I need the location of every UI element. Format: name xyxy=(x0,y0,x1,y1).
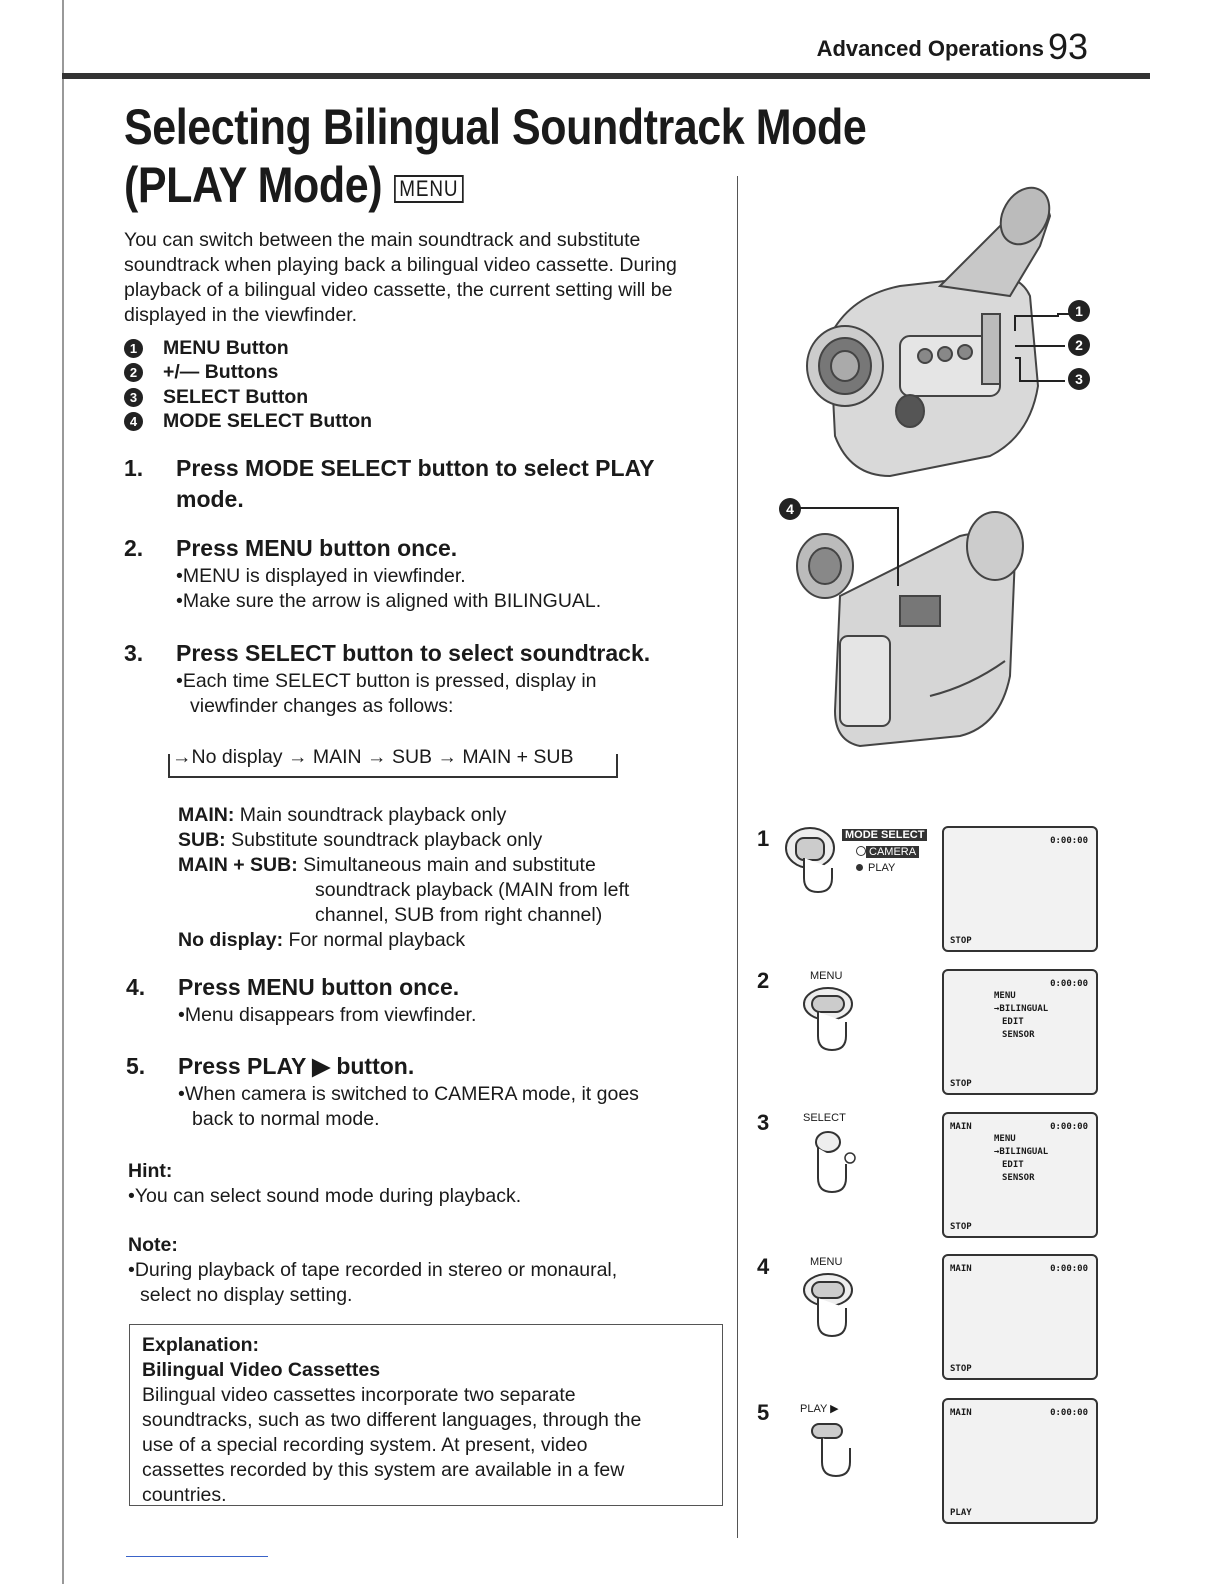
step-2 xyxy=(124,533,601,614)
sound-mode-text: MAIN xyxy=(950,1122,972,1132)
illustration-step-number: 4 xyxy=(757,1254,770,1279)
menu-line: SENSOR xyxy=(1002,1173,1035,1183)
button-label: MENU xyxy=(810,970,843,982)
note-label: Note: xyxy=(128,1234,178,1256)
illustration-step-number: 1 xyxy=(757,826,770,851)
def-text: For normal playback xyxy=(288,929,466,951)
explanation-line: use of a special recording system. At present, video xyxy=(142,1434,588,1456)
menu-line: MENU xyxy=(994,1134,1016,1144)
timecode: 0:00:00 xyxy=(1050,979,1088,989)
section-title: Advanced Operations xyxy=(816,36,1044,61)
def-term: MAIN + SUB: xyxy=(178,854,298,876)
timecode: 0:00:00 xyxy=(1050,1264,1088,1274)
cycle-text: →No display → MAIN → SUB → MAIN + SUB xyxy=(172,746,577,768)
viewfinder-screen-3 xyxy=(942,1112,1098,1238)
def-term: MAIN: xyxy=(178,804,235,826)
part-label: +/— Buttons xyxy=(163,361,279,384)
step-title: Press PLAY ▶ button. xyxy=(178,1053,415,1079)
menu-line: MENU xyxy=(994,991,1016,1001)
explanation-line: soundtracks, such as two different languages, through the xyxy=(142,1409,642,1431)
page-number: 93 xyxy=(1048,26,1089,67)
page-title xyxy=(124,98,866,214)
column-divider xyxy=(737,176,738,1538)
illustration-step-number: 5 xyxy=(757,1400,770,1425)
button-label: MENU xyxy=(810,1256,843,1268)
camcorder-illustration-top xyxy=(790,186,1110,486)
part-item xyxy=(124,361,372,386)
hint-text: •You can select sound mode during playback. xyxy=(128,1185,522,1207)
viewfinder-screen-2 xyxy=(942,969,1098,1095)
sound-mode-text: MAIN xyxy=(950,1408,972,1418)
callout-number-icon: 4 xyxy=(124,412,143,431)
illustration-step-number: 2 xyxy=(757,968,770,993)
note-text: •During playback of tape recorded in stereo or monaural, xyxy=(128,1259,618,1281)
step-title: Press MODE SELECT button to select PLAY xyxy=(176,455,655,481)
part-label: SELECT Button xyxy=(163,385,309,408)
finger-press-icon xyxy=(782,808,842,898)
viewfinder-screen-1 xyxy=(942,826,1098,952)
status-text: STOP xyxy=(950,1079,972,1089)
finger-press-icon xyxy=(798,984,858,1054)
callout-4-icon: 4 xyxy=(779,498,801,520)
explanation-subtitle: Bilingual Video Cassettes xyxy=(142,1359,381,1381)
finger-press-icon xyxy=(806,1418,860,1480)
step-title: Press SELECT button to select soundtrack. xyxy=(176,640,651,666)
def-text-cont: channel, SUB from right channel) xyxy=(315,904,603,926)
timecode: 0:00:00 xyxy=(1050,1122,1088,1132)
step-bullet: •Each time SELECT button is pressed, display in xyxy=(176,670,597,692)
def-text: Simultaneous main and substitute xyxy=(303,854,596,876)
menu-line: EDIT xyxy=(1002,1160,1024,1170)
intro-paragraph: You can switch between the main soundtrack and substitute soundtrack when playing back a bilingual video cassette. During playback of a bilingual video cassette, the current setting will be displayed in the viewfinder. xyxy=(124,229,677,326)
step-title: Press MENU button once. xyxy=(176,535,458,561)
def-text: Substitute soundtrack playback only xyxy=(231,829,543,851)
part-item xyxy=(124,336,372,361)
callout-number-icon: 2 xyxy=(124,363,143,382)
button-label: SELECT xyxy=(803,1112,846,1124)
note-block xyxy=(128,1233,617,1308)
part-item xyxy=(124,385,372,410)
note-text-cont: select no display setting. xyxy=(140,1284,353,1306)
explanation-line: countries. xyxy=(142,1484,227,1506)
status-text: STOP xyxy=(950,1222,972,1232)
timecode: 0:00:00 xyxy=(1050,836,1088,846)
step-bullet: back to normal mode. xyxy=(192,1108,380,1130)
title-line-1: Selecting Bilingual Soundtrack Mode xyxy=(124,99,867,155)
part-label: MENU Button xyxy=(163,336,289,359)
play-label: PLAY xyxy=(868,862,896,874)
callout-1-icon: 1 xyxy=(1068,300,1090,322)
title-line-2: (PLAY Mode) xyxy=(124,157,383,213)
header-rule xyxy=(62,73,1150,79)
status-text: PLAY xyxy=(950,1508,972,1518)
step-bullet: •Menu disappears from viewfinder. xyxy=(178,1004,477,1026)
step-title: Press MENU button once. xyxy=(178,974,460,1000)
definitions xyxy=(178,803,629,953)
step-1 xyxy=(124,453,654,515)
def-text: Main soundtrack playback only xyxy=(239,804,507,826)
footer-line xyxy=(126,1556,268,1557)
viewfinder-screen-5 xyxy=(942,1398,1098,1524)
hint-label: Hint: xyxy=(128,1160,173,1182)
finger-press-icon xyxy=(800,1128,862,1198)
step-5 xyxy=(126,1051,639,1132)
explanation-label: Explanation: xyxy=(142,1334,260,1356)
menu-line: →BILINGUAL xyxy=(994,1147,1049,1157)
step-bullet: •When camera is switched to CAMERA mode, it goes xyxy=(178,1083,639,1105)
part-label: MODE SELECT Button xyxy=(163,410,373,433)
def-text-cont: soundtrack playback (MAIN from left xyxy=(315,879,630,901)
menu-line: EDIT xyxy=(1002,1017,1024,1027)
callout-number-icon: 3 xyxy=(124,388,143,407)
illustration-step-number: 3 xyxy=(757,1110,770,1135)
display-cycle-diagram xyxy=(172,746,577,769)
menu-line: SENSOR xyxy=(1002,1030,1035,1040)
step-4 xyxy=(126,972,476,1028)
step-number: 5. xyxy=(126,1053,146,1079)
hint-block xyxy=(128,1159,521,1209)
def-term: SUB: xyxy=(178,829,226,851)
menu-chip: MENU xyxy=(394,175,463,203)
play-radio-icon xyxy=(856,864,863,871)
callout-3-icon: 3 xyxy=(1068,368,1090,390)
callout-2-icon: 2 xyxy=(1068,334,1090,356)
menu-line: →BILINGUAL xyxy=(994,1004,1049,1014)
status-text: STOP xyxy=(950,1364,972,1374)
part-item xyxy=(124,410,372,435)
timecode: 0:00:00 xyxy=(1050,1408,1088,1418)
page-edge xyxy=(62,0,64,1584)
parts-list xyxy=(124,336,372,434)
sound-mode-text: MAIN xyxy=(950,1264,972,1274)
step-3 xyxy=(124,638,650,719)
step-bullet: •MENU is displayed in viewfinder. xyxy=(176,565,466,587)
camera-radio-icon xyxy=(856,846,866,856)
step-number: 4. xyxy=(126,974,146,1000)
step-number: 3. xyxy=(124,640,144,666)
step-number: 2. xyxy=(124,535,144,561)
button-label: PLAY ▶ xyxy=(800,1403,839,1415)
status-text: STOP xyxy=(950,936,972,946)
def-term: No display: xyxy=(178,929,284,951)
camera-label: CAMERA xyxy=(866,846,919,858)
mode-select-label: MODE SELECT xyxy=(842,829,927,841)
viewfinder-screen-4 xyxy=(942,1254,1098,1380)
step-bullet: viewfinder changes as follows: xyxy=(190,695,454,717)
explanation-line: Bilingual video cassettes incorporate two separate xyxy=(142,1384,576,1406)
explanation-line: cassettes recorded by this system are available in a few xyxy=(142,1459,625,1481)
step-title-cont: mode. xyxy=(176,486,244,512)
explanation-box xyxy=(129,1324,723,1506)
step-bullet: •Make sure the arrow is aligned with BILINGUAL. xyxy=(176,590,602,612)
finger-press-icon xyxy=(798,1270,858,1340)
camcorder-illustration-side xyxy=(780,496,1050,756)
step-number: 1. xyxy=(124,455,144,481)
callout-number-icon: 1 xyxy=(124,339,143,358)
